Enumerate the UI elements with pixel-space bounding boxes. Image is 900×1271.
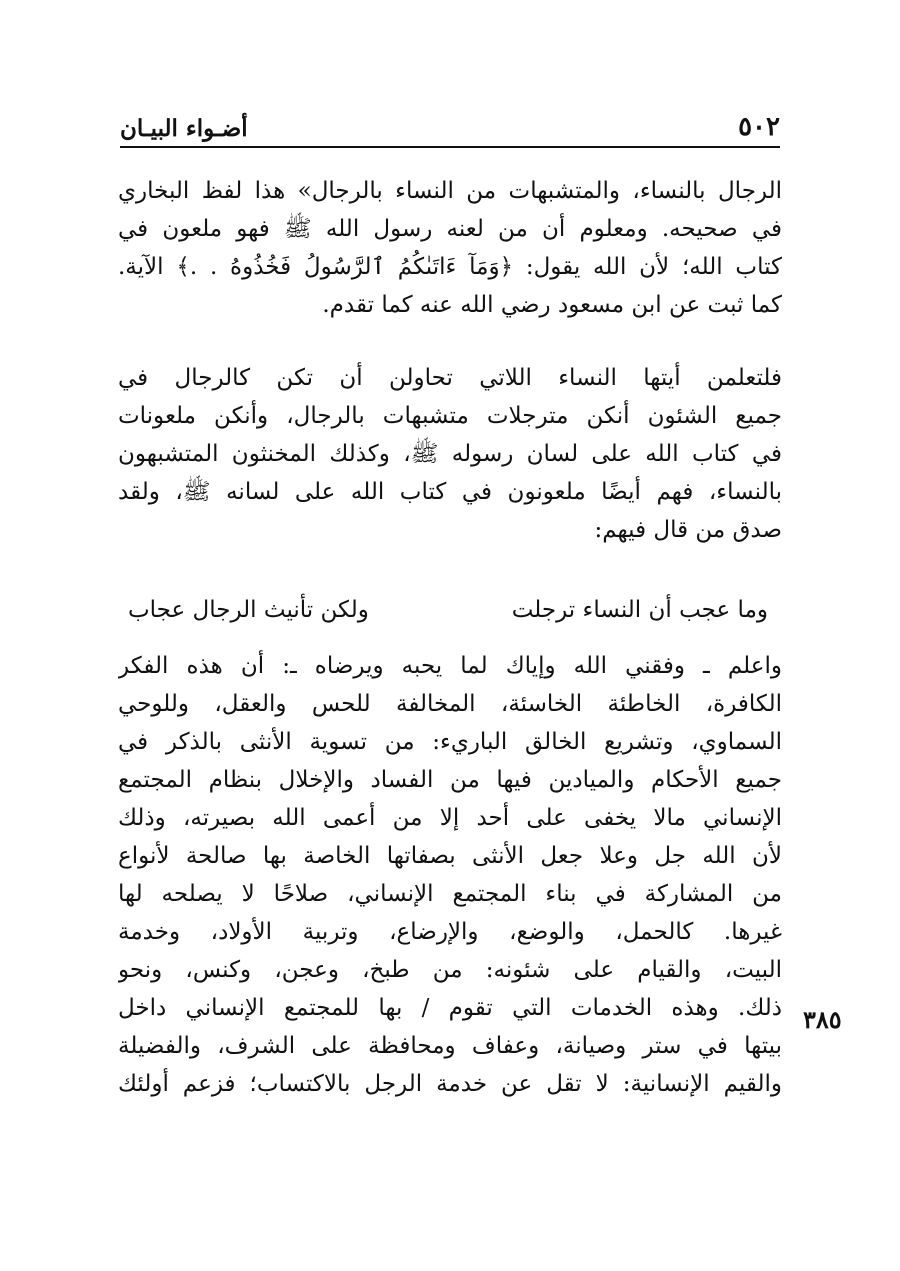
verse-first-hemistich: وما عجب أن النساء ترجلت	[511, 597, 768, 623]
text-line: الرجال بالنساء، والمتشبهات من النساء بالرجال» هذا لفظ البخاري	[118, 178, 782, 204]
paragraph-2	[118, 359, 782, 549]
text-line: البيت، والقيام على شئونه: من طبخ، وعجن، وكنس، ونحو	[118, 957, 782, 983]
text-line: غيرها. كالحمل، والوضع، والإرضاع، وتربية الأولاد، وخدمة	[118, 919, 782, 945]
text-line: في كتاب الله على لسان رسوله ﷺ، وكذلك المخنثون المتشبهون	[118, 441, 782, 467]
book-title: أضـواء البيـان	[120, 115, 248, 142]
text-line: جميع الشئون أنكن مترجلات متشبهات بالرجال، وأنكن ملعونات	[118, 403, 782, 429]
text-line: واعلم ـ وفقني الله وإياك لما يحبه ويرضاه ـ: أن هذه الفكر	[118, 653, 782, 679]
text-line: من المشاركة في بناء المجتمع الإنساني، صلاحًا لا يصلحه لها	[118, 881, 782, 907]
text-line: السماوي، وتشريع الخالق الباريء: من تسوية الأنثى بالذكر في	[118, 729, 782, 755]
text-line: ذلك. وهذه الخدمات التي تقوم / بها للمجتمع الإنساني داخل	[118, 995, 782, 1021]
paragraph-3	[118, 647, 782, 1103]
text-line: صدق من قال فيهم:	[594, 517, 782, 543]
text-line: كما ثبت عن ابن مسعود رضي الله عنه كما تقدم.	[322, 292, 782, 318]
text-line: لأن الله جل وعلا جعل الأنثى بصفاتها الخاصة بها صالحة لأنواع	[118, 843, 782, 869]
text-line: بالنساء، فهم أيضًا ملعونون في كتاب الله على لسانه ﷺ، ولقد	[118, 479, 782, 505]
text-line: بيتها في ستر وصيانة، وعفاف ومحافظة على الشرف، والفضيلة	[118, 1033, 782, 1059]
page-number: ٥٠٢	[738, 112, 780, 142]
text-line: الكافرة، الخاطئة الخاسئة، المخالفة للحس والعقل، وللوحي	[118, 691, 782, 717]
verse-second-hemistich: ولكن تأنيث الرجال عجاب	[128, 597, 369, 623]
poetry-verse	[128, 590, 768, 630]
text-line: جميع الأحكام والميادين فيها من الفساد والإخلال بنظام المجتمع	[118, 767, 782, 793]
margin-page-number: ٣٨٥	[803, 1005, 842, 1034]
text-line: الإنساني مالا يخفى على أحد إلا من أعمى الله بصيرته، وذلك	[118, 805, 782, 831]
text-line: كتاب الله؛ لأن الله يقول: ﴿وَمَآ ءَاتَىٰكُمُ ٱلرَّسُولُ فَخُذُوهُ . .﴾ الآية.	[118, 254, 782, 280]
page-header	[120, 100, 780, 140]
text-line: فلتعلمن أيتها النساء اللاتي تحاولن أن تكن كالرجال في	[118, 365, 782, 391]
text-line: في صحيحه. ومعلوم أن من لعنه رسول الله ﷺ فهو ملعون في	[118, 216, 782, 242]
header-rule	[120, 146, 780, 148]
paragraph-1	[118, 172, 782, 324]
text-line: والقيم الإنسانية: لا تقل عن خدمة الرجل بالاكتساب؛ فزعم أولئك	[118, 1071, 782, 1097]
